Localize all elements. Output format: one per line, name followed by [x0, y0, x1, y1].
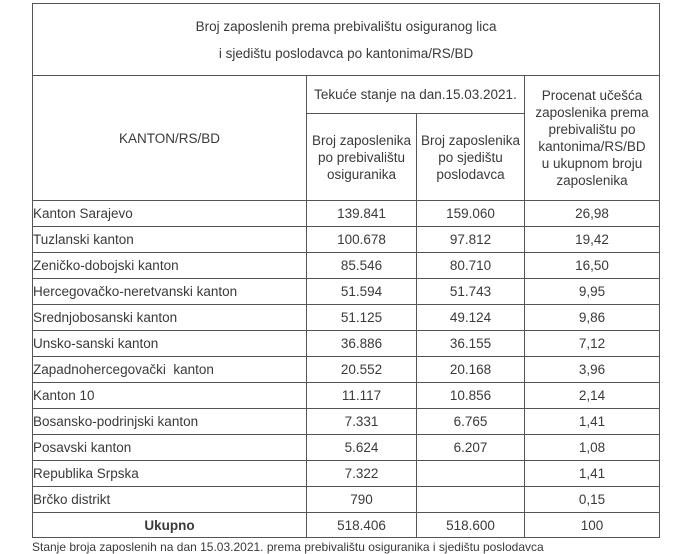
row-name: Unsko-sanski kanton	[33, 331, 307, 357]
row-name: Bosansko-podrinjski kanton	[33, 409, 307, 435]
header-by-employer-seat	[417, 114, 525, 201]
row-by-employer-seat: 6.207	[417, 435, 525, 461]
header-current-status: Tekuće stanje na dan.15.03.2021.	[307, 76, 525, 114]
row-name: Republika Srpska	[33, 461, 307, 487]
row-percentage: 1,08	[525, 435, 660, 461]
title-line-1: Broj zaposlenih prema prebivalištu osiguranog lica	[195, 18, 497, 34]
row-name: Zapadnohercegovački kanton	[33, 357, 307, 383]
row-by-residence: 100.678	[307, 227, 417, 253]
row-by-employer-seat: 51.743	[417, 279, 525, 305]
header-by-residence-text: Broj zaposlenika po prebivalištu osiguranika	[311, 132, 412, 182]
header-kanton: KANTON/RS/BD	[33, 76, 307, 201]
employment-table	[32, 3, 660, 538]
row-name: Zeničko-dobojski kanton	[33, 253, 307, 279]
total-percentage: 100	[525, 513, 660, 538]
header-by-residence	[307, 114, 417, 201]
row-by-residence: 7.331	[307, 409, 417, 435]
header-percentage	[525, 76, 660, 201]
row-name: Hercegovačko-neretvanski kanton	[33, 279, 307, 305]
row-by-employer-seat	[417, 461, 525, 487]
table-row	[33, 409, 660, 435]
row-by-employer-seat: 6.765	[417, 409, 525, 435]
title-line-2: i sjedištu poslodavca po kantonima/RS/BD	[218, 45, 474, 61]
total-row	[33, 513, 660, 538]
header-by-employer-seat-text: Broj zaposlenika po sjedištu poslodavca	[420, 132, 521, 182]
row-name: Posavski kanton	[33, 435, 307, 461]
table-row	[33, 487, 660, 513]
table-row	[33, 357, 660, 383]
table-row	[33, 461, 660, 487]
row-percentage: 16,50	[525, 253, 660, 279]
row-by-residence: 790	[307, 487, 417, 513]
row-by-employer-seat: 80.710	[417, 253, 525, 279]
table-row	[33, 383, 660, 409]
row-by-employer-seat: 49.124	[417, 305, 525, 331]
row-percentage: 9,95	[525, 279, 660, 305]
row-by-residence: 85.546	[307, 253, 417, 279]
row-percentage: 9,86	[525, 305, 660, 331]
row-name: Srednjobosanski kanton	[33, 305, 307, 331]
row-by-residence: 51.125	[307, 305, 417, 331]
table-row	[33, 279, 660, 305]
row-percentage: 26,98	[525, 201, 660, 227]
row-by-employer-seat: 36.155	[417, 331, 525, 357]
row-by-residence: 51.594	[307, 279, 417, 305]
row-name: Tuzlanski kanton	[33, 227, 307, 253]
row-percentage: 1,41	[525, 461, 660, 487]
row-percentage: 2,14	[525, 383, 660, 409]
table-row	[33, 305, 660, 331]
total-by-employer-seat: 518.600	[417, 513, 525, 538]
table-row	[33, 227, 660, 253]
table-row	[33, 253, 660, 279]
row-by-employer-seat: 97.812	[417, 227, 525, 253]
row-percentage: 19,42	[525, 227, 660, 253]
row-name: Brčko distrikt	[33, 487, 307, 513]
table-title	[33, 4, 660, 76]
row-by-residence: 139.841	[307, 201, 417, 227]
row-by-employer-seat: 159.060	[417, 201, 525, 227]
row-percentage: 1,41	[525, 409, 660, 435]
total-by-residence: 518.406	[307, 513, 417, 538]
table-row	[33, 201, 660, 227]
row-by-residence: 5.624	[307, 435, 417, 461]
row-by-employer-seat: 10.856	[417, 383, 525, 409]
row-name: Kanton 10	[33, 383, 307, 409]
row-percentage: 3,96	[525, 357, 660, 383]
row-by-employer-seat: 20.168	[417, 357, 525, 383]
row-by-residence: 20.552	[307, 357, 417, 383]
table-row	[33, 331, 660, 357]
header-percentage-text: Procenat učešća zaposlenika prema prebivalištu po kantonima/RS/BD u ukupnom broju zaposlenika	[535, 88, 649, 188]
row-by-residence: 36.886	[307, 331, 417, 357]
row-percentage: 7,12	[525, 331, 660, 357]
row-name: Kanton Sarajevo	[33, 201, 307, 227]
row-by-residence: 11.117	[307, 383, 417, 409]
total-label: Ukupno	[33, 513, 307, 538]
row-by-employer-seat	[417, 487, 525, 513]
row-percentage: 0,15	[525, 487, 660, 513]
table-row	[33, 435, 660, 461]
row-by-residence: 7.322	[307, 461, 417, 487]
footnote: Stanje broja zaposlenih na dan 15.03.2021. prema prebivalištu osiguranika i sjedištu poslodavca	[32, 540, 544, 554]
